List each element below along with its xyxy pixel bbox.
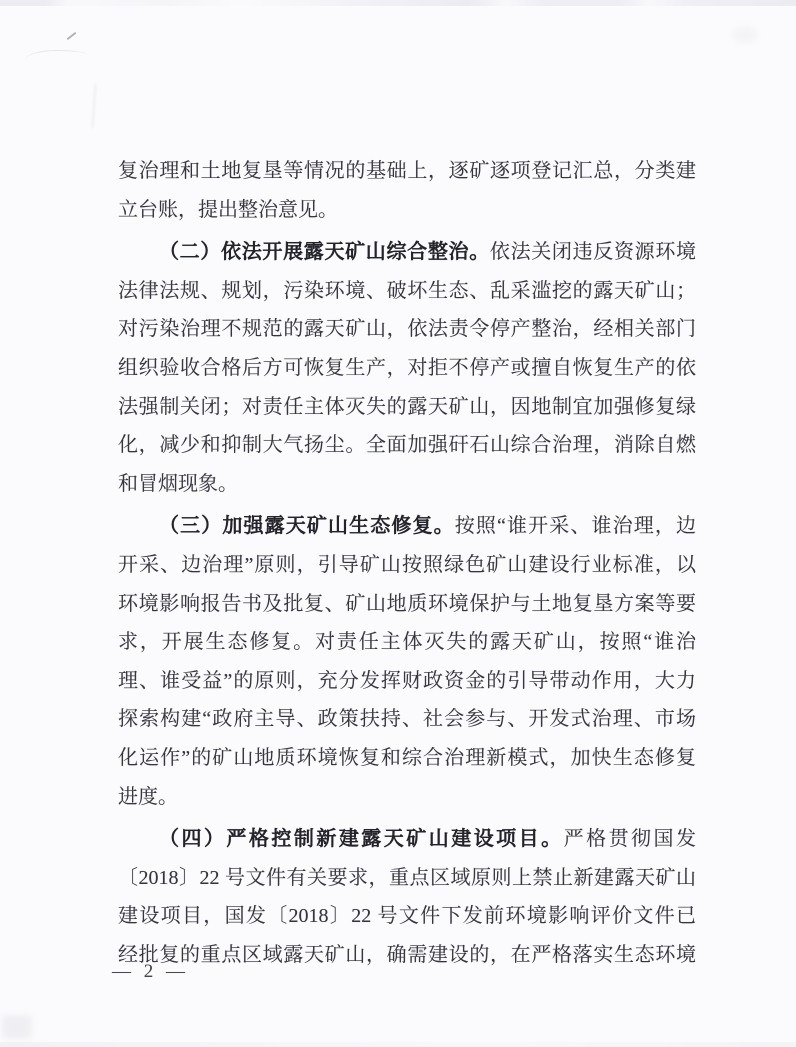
text-line — [118, 739, 696, 778]
text-line — [118, 585, 696, 624]
paragraph-text: 理、谁受益”的原则，充分发挥财政资金的引导带动作用，大力 — [118, 669, 696, 692]
paragraph-text: 化，减少和抑制大气扬尘。全面加强矸石山综合治理，消除自燃 — [118, 434, 696, 457]
text-line — [118, 700, 696, 739]
paragraph-text: 经批复的重点区域露天矿山，确需建设的，在严格落实生态环境 — [118, 943, 696, 966]
text-line — [118, 465, 696, 504]
scan-artifact-smudge — [732, 26, 758, 44]
text-line — [118, 426, 696, 465]
paragraph-heading: （四）严格控制新建露天矿山建设项目。 — [159, 828, 564, 851]
scan-artifact-wisp — [91, 84, 96, 128]
paragraph-heading: （二）依法开展露天矿山综合整治。 — [159, 241, 490, 264]
paragraph-text: 进度。 — [118, 785, 178, 808]
text-line — [118, 388, 696, 427]
paragraph-text: 严格贯彻国发 — [563, 828, 697, 851]
paragraph-text: 探索构建“政府主导、政策扶持、社会参与、开发式治理、市场 — [118, 708, 696, 731]
text-line — [118, 546, 696, 585]
scan-artifact-tick — [67, 32, 77, 40]
paragraph-text: 和冒烟现象。 — [118, 472, 238, 495]
document-body — [118, 152, 696, 974]
text-line — [118, 233, 696, 272]
paragraph-text: 求，开展生态修复。对责任主体灭失的露天矿山，按照“谁治 — [118, 631, 696, 654]
paragraph-text: 组织验收合格后方可恢复生产，对拒不停产或擅自恢复生产的依 — [118, 356, 696, 379]
scan-corner-smudge — [2, 1015, 32, 1039]
text-line — [118, 859, 696, 898]
text-line — [118, 507, 696, 546]
paragraph-text: 环境影响报告书及批复、矿山地质环境保护与土地复垦方案等要 — [118, 592, 696, 615]
paragraph-heading: （三）加强露天矿山生态修复。 — [159, 515, 455, 538]
text-line — [118, 272, 696, 311]
scan-artifact-arc — [25, 50, 87, 65]
paragraph-text: 开采、边治理”原则，引导矿山按照绿色矿山建设行业标准，以 — [118, 553, 696, 576]
paragraph-text: 法强制关闭；对责任主体灭失的露天矿山，因地制宜加强修复绿 — [118, 395, 696, 418]
paragraph-text: 对污染治理不规范的露天矿山，依法责令停产整治，经相关部门 — [118, 318, 696, 341]
text-line — [118, 897, 696, 936]
text-line — [118, 820, 696, 859]
text-line — [118, 778, 696, 817]
text-line — [118, 349, 696, 388]
paragraph-text: 化运作”的矿山地质环境恢复和综合治理新模式，加快生态修复 — [118, 746, 696, 769]
paragraph-text: 依法关闭违反资源环境 — [489, 241, 697, 264]
paragraph-text: 立台账，提出整治意见。 — [118, 198, 338, 221]
paragraph-text: 〔2018〕22 号文件有关要求，重点区域原则上禁止新建露天矿山 — [118, 866, 696, 889]
paragraph-text: 按照“谁开采、谁治理，边 — [454, 515, 696, 538]
text-line — [118, 936, 696, 975]
text-line — [118, 662, 696, 701]
scan-bottom-edge-shadow — [0, 1042, 796, 1047]
text-line — [118, 152, 696, 191]
paragraph-text: 复治理和土地复垦等情况的基础上，逐矿逐项登记汇总，分类建 — [118, 160, 696, 182]
scan-top-edge-shadow — [0, 0, 796, 6]
paragraph-text: 法律法规、规划，污染环境、破坏生态、乱采滥挖的露天矿山； — [118, 279, 696, 302]
text-line — [118, 310, 696, 349]
paragraph-text: 建设项目，国发〔2018〕22 号文件下发前环境影响评价文件已 — [118, 905, 696, 928]
text-line — [118, 623, 696, 662]
page-number: — 2 — — [112, 961, 189, 982]
text-line — [118, 191, 696, 230]
